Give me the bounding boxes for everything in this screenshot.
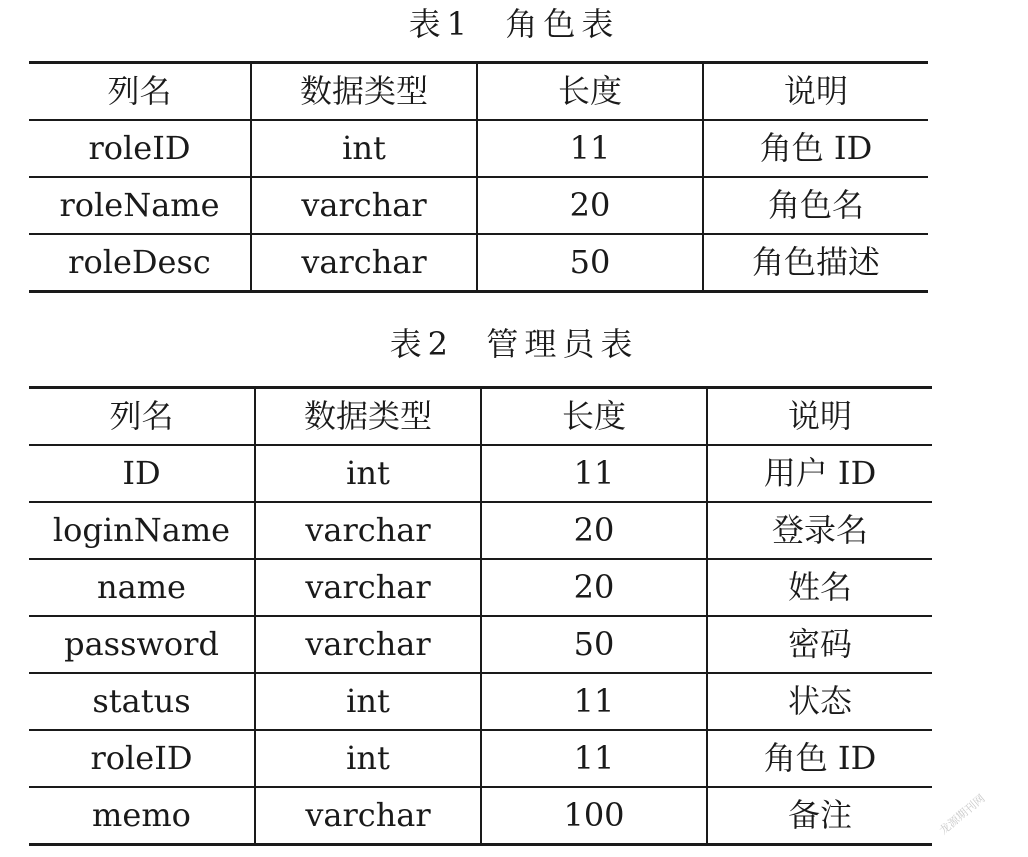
header-description: 说明 [707, 388, 932, 446]
cell-description: 姓名 [707, 559, 932, 616]
cell-data-type: varchar [251, 234, 477, 292]
cell-length: 11 [481, 445, 707, 502]
cell-length: 20 [477, 177, 703, 234]
table1-caption: 表1 角色表 [408, 5, 620, 43]
cell-column-name: name [29, 559, 255, 616]
cell-description: 角色描述 [703, 234, 928, 292]
table-row [29, 673, 932, 730]
cell-column-name: roleName [29, 177, 251, 234]
cell-description: 登录名 [707, 502, 932, 559]
cell-column-name: ID [29, 445, 255, 502]
cell-data-type: varchar [255, 502, 481, 559]
cell-length: 11 [481, 673, 707, 730]
cell-column-name: roleDesc [29, 234, 251, 292]
cell-column-name: loginName [29, 502, 255, 559]
cell-data-type: varchar [255, 787, 481, 845]
cell-length: 20 [481, 502, 707, 559]
cell-description: 用户 ID [707, 445, 932, 502]
cell-length: 50 [481, 616, 707, 673]
cell-description: 角色 ID [703, 120, 928, 177]
table-row [29, 177, 928, 234]
table-row [29, 502, 932, 559]
cell-column-name: roleID [29, 120, 251, 177]
cell-column-name: password [29, 616, 255, 673]
table-header-row [29, 388, 932, 446]
cell-data-type: int [255, 730, 481, 787]
table-row [29, 559, 932, 616]
header-data-type: 数据类型 [255, 388, 481, 446]
table-row [29, 445, 932, 502]
cell-length: 11 [481, 730, 707, 787]
cell-data-type: varchar [255, 616, 481, 673]
cell-data-type: int [255, 673, 481, 730]
cell-length: 11 [477, 120, 703, 177]
table-header-row [29, 63, 928, 121]
table-row [29, 730, 932, 787]
cell-data-type: varchar [251, 177, 477, 234]
cell-length: 20 [481, 559, 707, 616]
header-length: 长度 [481, 388, 707, 446]
cell-description: 角色名 [703, 177, 928, 234]
cell-data-type: int [251, 120, 477, 177]
role-table [29, 61, 928, 293]
table-row [29, 787, 932, 845]
cell-description: 备注 [707, 787, 932, 845]
cell-length: 50 [477, 234, 703, 292]
header-length: 长度 [477, 63, 703, 121]
cell-description: 角色 ID [707, 730, 932, 787]
watermark: 龙源期刊网 [937, 791, 988, 838]
header-column-name: 列名 [29, 388, 255, 446]
cell-description: 密码 [707, 616, 932, 673]
cell-description: 状态 [707, 673, 932, 730]
cell-data-type: int [255, 445, 481, 502]
table2-caption: 表2 管理员表 [389, 325, 639, 363]
cell-column-name: memo [29, 787, 255, 845]
table-row [29, 234, 928, 292]
header-column-name: 列名 [29, 63, 251, 121]
table-row [29, 120, 928, 177]
cell-length: 100 [481, 787, 707, 845]
table-row [29, 616, 932, 673]
cell-column-name: status [29, 673, 255, 730]
admin-table [29, 386, 932, 846]
header-description: 说明 [703, 63, 928, 121]
cell-column-name: roleID [29, 730, 255, 787]
cell-data-type: varchar [255, 559, 481, 616]
header-data-type: 数据类型 [251, 63, 477, 121]
